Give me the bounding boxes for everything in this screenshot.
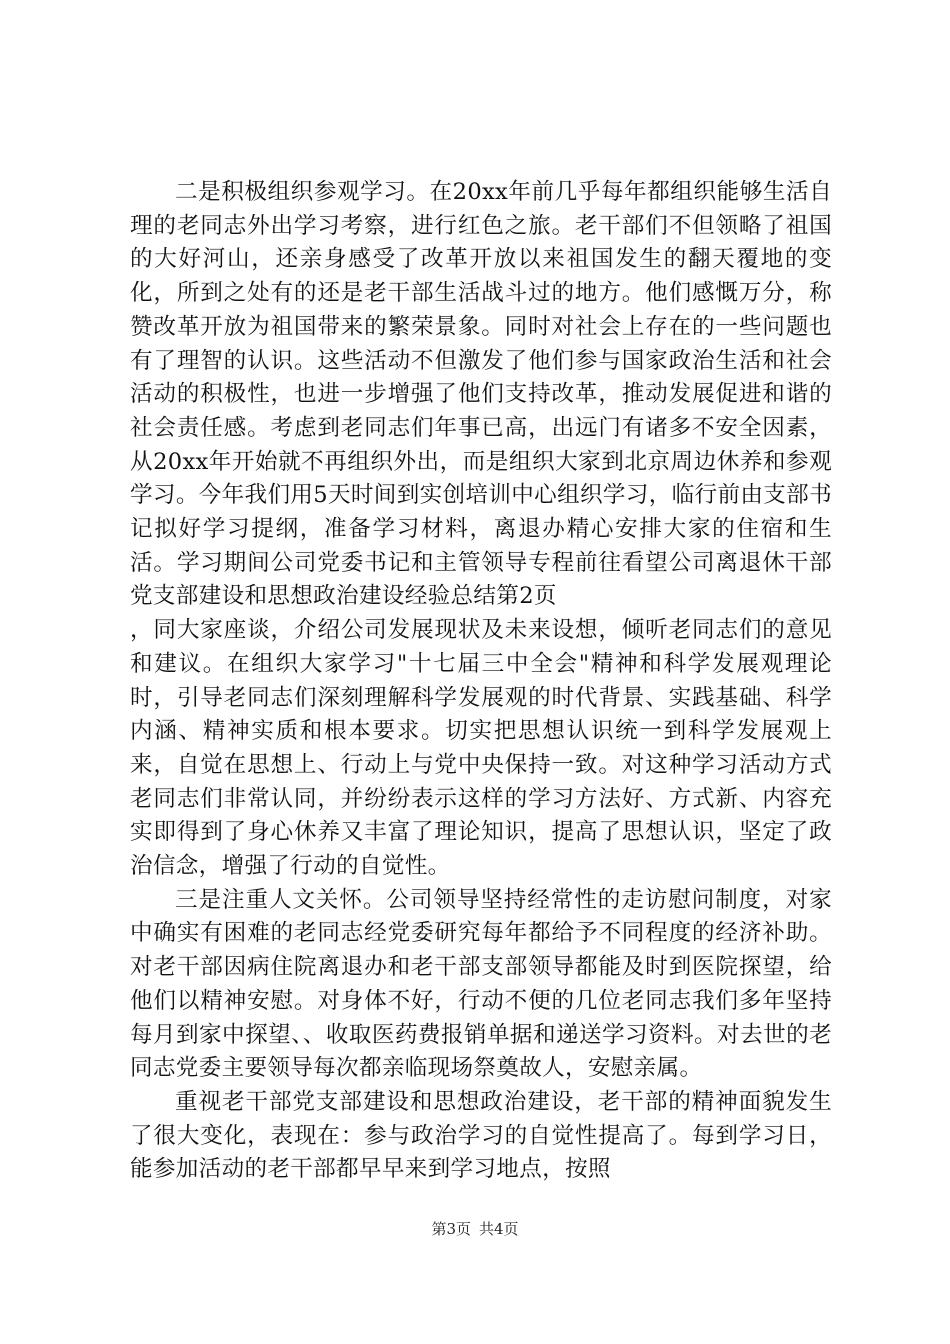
paragraph-visit-study: 二是积极组织参观学习。在20xx年前几乎每年都组织能够生活自理的老同志外出学习考察，进行红色之旅。老干部们不但领略了祖国的大好河山，还亲身感受了改革开放以来祖国发生的翻天覆地的变化，所到之处有的还是老干部生活战斗过的地方。他们感慨万分，称赞改革开放为祖国带来的繁荣景象。同时对社会上存在的一些问题也有了理智的认识。这些活动不但激发了他们参与国家政治生活和社会活动的积极性，也进一步增强了他们支持改革，推动发展促进和谐的社会责任感。考虑到老同志们年事已高，出远门有诸多不安全因素，从20xx年开始就不再组织外出，而是组织大家到北京周边休养和参观学习。今年我们用5天时间到实创培训中心组织学习，临行前由支部书记拟好学习提纲，准备学习材料，离退办精心安排大家的住宿和生活。学习期间公司党委书记和主管领导专程前往看望公司离退休干部党支部建设和思想政治建设经验总结第2页 (130, 179, 832, 610)
paragraph-results: 重视老干部党支部建设和思想政治建设，老干部的精神面貌发生了很大变化，表现在：参与政治学习的自觉性提高了。每到学习日，能参加活动的老干部都早早来到学习地点，按照 (130, 1088, 832, 1183)
page-total: 共4页 (479, 1220, 519, 1238)
document-body (130, 176, 832, 1187)
page-number: 第3页 (431, 1220, 471, 1238)
paragraph-humanistic-care: 三是注重人文关怀。公司领导坚持经常性的走访慰问制度，对家中确实有困难的老同志经党委研究每年都给予不同程度的经济补助。对老干部因病住院离退办和老干部支部领导都能及时到医院探望，给他们以精神安慰。对身体不好，行动不便的几位老同志我们多年坚持每月到家中探望、、收取医药费报销单据和递送学习资料。对去世的老同志党委主要领导每次都亲临现场祭奠故人，安慰亲属。 (130, 886, 832, 1082)
paragraph-continuation: ，同大家座谈，介绍公司发展现状及未来设想，倾听老同志们的意见和建议。在组织大家学习"十七届三中全会"精神和科学发展观理论时，引导老同志们深刻理解科学发展观的时代背景、实践基础、科学内涵、精神实质和根本要求。切实把思想认识统一到科学发展观上来，自觉在思想上、行动上与党中央保持一致。对这种学习活动方式老同志们非常认同，并纷纷表示这样的学习方法好、方式新、内容充实即得到了身心休养又丰富了理论知识，提高了思想认识，坚定了政治信念，增强了行动的自觉性。 (130, 617, 832, 880)
page-footer (0, 1219, 950, 1239)
